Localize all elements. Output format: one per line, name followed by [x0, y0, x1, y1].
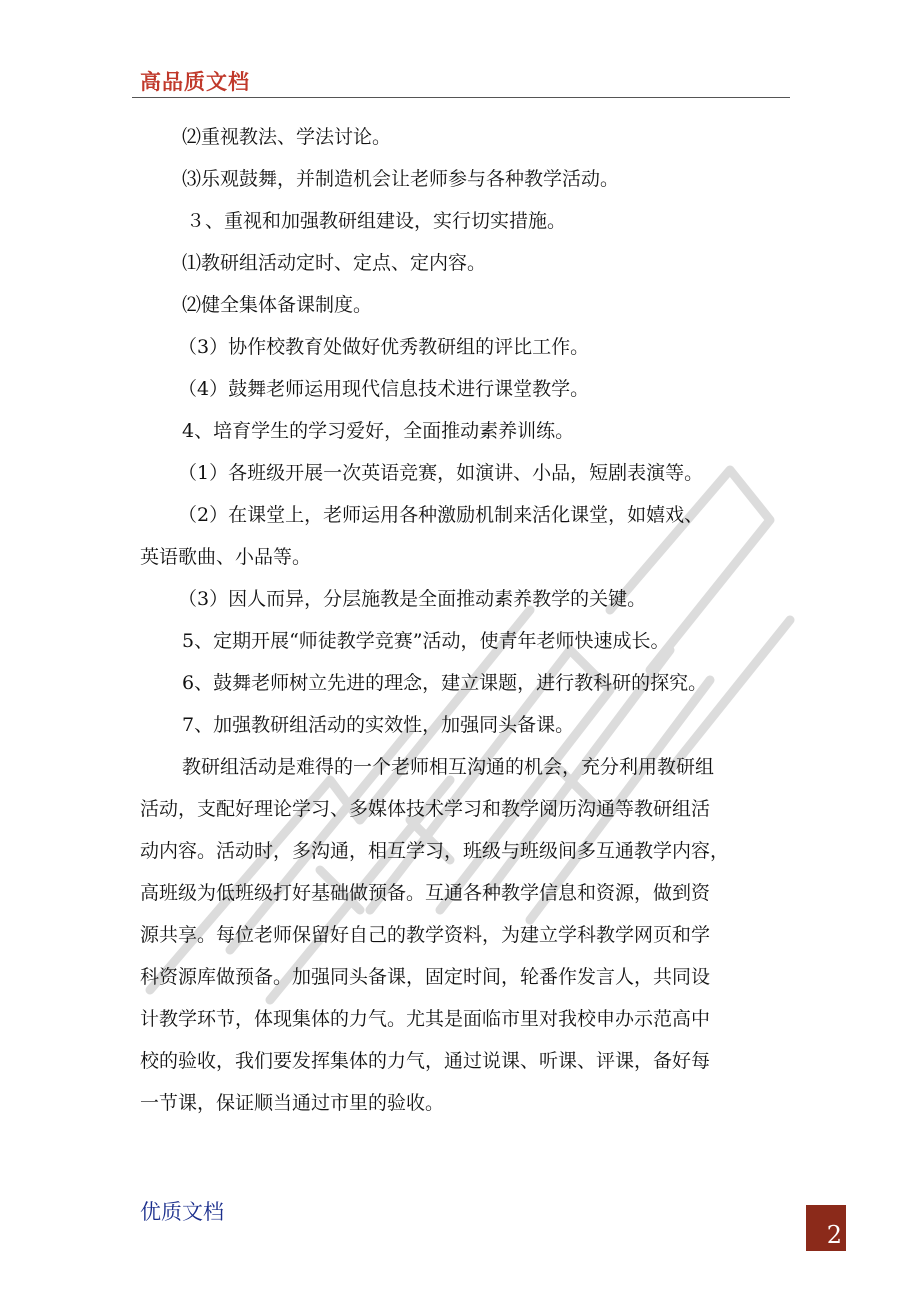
paragraph-line: 活动，支配好理论学习、多媒体技术学习和教学阅历沟通等教研组活 [140, 798, 711, 820]
footer-title: 优质文档 [140, 1200, 224, 1224]
paragraph-line: 动内容。活动时，多沟通，相互学习，班级与班级间多互通教学内容， [140, 840, 730, 862]
body-line: （2）在课堂上，老师运用各种激励机制来活化课堂，如嬉戏、 [178, 504, 704, 526]
body-line: ⑴教研组活动定时、定点、定内容。 [182, 252, 487, 274]
body-line: 4、培育学生的学习爱好，全面推动素养训练。 [182, 420, 575, 442]
body-line: ⑵重视教法、学法讨论。 [182, 126, 392, 148]
body-line: （3）协作校教育处做好优秀教研组的评比工作。 [178, 336, 590, 358]
paragraph-line: 计教学环节，体现集体的力气。尤其是面临市里对我校申办示范高中 [140, 1008, 711, 1030]
page-number: 2 [826, 1221, 842, 1249]
body-line: 7、加强教研组活动的实效性，加强同头备课。 [182, 714, 575, 736]
header-divider [132, 97, 790, 98]
body-line: 英语歌曲、小品等。 [140, 546, 312, 568]
body-line: （3）因人而异，分层施教是全面推动素养教学的关键。 [178, 588, 647, 610]
paragraph-line: 高班级为低班级打好基础做预备。互通各种教学信息和资源，做到资 [140, 882, 711, 904]
body-line: ⑶乐观鼓舞，并制造机会让老师参与各种教学活动。 [182, 168, 620, 190]
paragraph-line: 校的验收，我们要发挥集体的力气，通过说课、听课、评课，备好每 [140, 1050, 711, 1072]
body-line: 6、鼓舞老师树立先进的理念，建立课题，进行教科研的探究。 [182, 672, 708, 694]
header-title: 高品质文档 [140, 69, 250, 94]
body-line: （1）各班级开展一次英语竞赛，如演讲、小品，短剧表演等。 [178, 462, 704, 484]
body-line: 5、定期开展“师徒教学竞赛”活动，使青年老师快速成长。 [182, 630, 670, 652]
body-line: ３、重视和加强教研组建设，实行切实措施。 [186, 210, 567, 232]
document-body [140, 116, 790, 1124]
body-line: ⑵健全集体备课制度。 [182, 294, 373, 316]
page-number-badge [806, 1205, 846, 1251]
body-line: （4）鼓舞老师运用现代信息技术进行课堂教学。 [178, 378, 590, 400]
paragraph-line: 源共享。每位老师保留好自己的教学资料，为建立学科教学网页和学 [140, 924, 711, 946]
paragraph-line: 一节课，保证顺当通过市里的验收。 [140, 1092, 445, 1114]
paragraph-line: 科资源库做预备。加强同头备课，固定时间，轮番作发言人，共同设 [140, 966, 711, 988]
paragraph-line: 教研组活动是难得的一个老师相互沟通的机会，充分利用教研组 [182, 756, 715, 778]
